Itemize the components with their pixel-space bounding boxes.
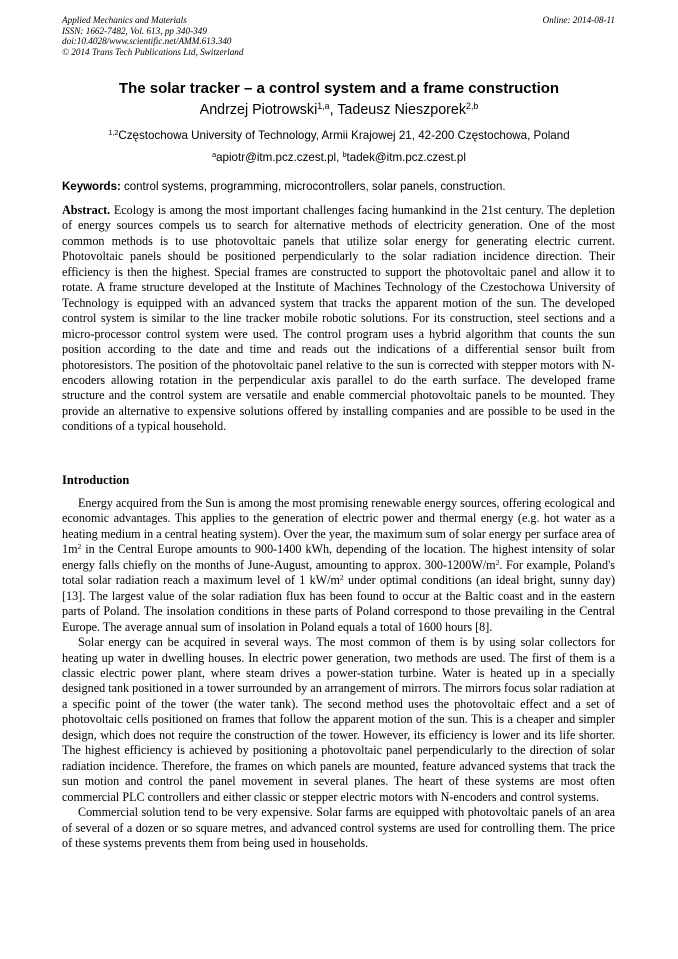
- author-name: Andrzej Piotrowski: [199, 102, 318, 118]
- abstract: [62, 203, 615, 435]
- author-name: Tadeusz Nieszporek: [337, 102, 467, 118]
- paragraph: [62, 496, 615, 635]
- abstract-label: Abstract.: [62, 203, 111, 217]
- journal-name: Applied Mechanics and Materials: [62, 15, 187, 25]
- paragraph: Commercial solution tend to be very expensive. Solar farms are equipped with photovoltaic panels of an area of several of a dozen or so square metres, and advanced control systems are used for controlling them. The price of these systems prevents them from being used in households.: [62, 805, 615, 850]
- email-address: apiotr@itm.pcz.czest.pl: [216, 151, 337, 164]
- superscript: 2: [77, 542, 82, 552]
- online-date: Online: 2014-08-11: [542, 15, 615, 25]
- copyright-line: © 2014 Trans Tech Publications Ltd, Switzerland: [62, 46, 244, 57]
- paragraph: Solar energy can be acquired in several ways. The most common of them is by using solar collectors for heating up water in dwelling houses. In electric power generation, two methods are used. The first of them is a classic electric power plant, where steam drives a power-station turbine. Water is heated up in a specially designed tank positioned in a tower surrounded by an arrangement of mirrors. The mirrors focus solar radiation at a specific point of the tower (the water tank). The second method uses the photovoltaic effect and a set of photovoltaic cells positioned on frames that follow the apparent motion of the sun. This is a cheaper and simpler design, which does not require the construction of the tower. However, its efficiency is lower and its life shorter. The highest efficiency is achieved by positioning a photovoltaic panel perpendicularly to the direction of solar radiation incidence. Therefore, the frames on which panels are mounted, feature advanced systems that track the sun motion and control the panel movement in several planes. The heart of these systems are most often commercial PLC controllers and either classic or stepper electric motors with N-encoders and control systems.: [62, 635, 615, 804]
- author-line: [40, 101, 638, 119]
- keywords-label: Keywords:: [62, 181, 121, 193]
- section-heading: Introduction: [62, 473, 130, 487]
- superscript: 2: [339, 573, 344, 583]
- email-superscript: b: [342, 150, 347, 160]
- abstract-text: Ecology is among the most important challenges facing humankind in the 21st century. The depletion of energy sources compels us to search for alternative methods of electricity generation. One of the most common methods is to use photovoltaic panels that utilize solar energy for generating electric current. Photovoltaic panels should be positioned perpendicularly to the solar radiation incidence direction. Their efficiency is then the highest. Special frames are constructed to support the photovoltaic panel and allow it to rotate. A frame structure developed at the Institute of Machines Technology of the Czestochowa University of Technology is equipped with an advanced system that tracks the apparent motion of the sun. The developed control system is similar to the line tracker mobile robotic solutions. For its construction, steel sections and a micro-processor control system were used. The control program uses a hybrid algorithm that counts the sun position according to the date and time and reads out the indications of a differential sensor built from photoresistors. The position of the photovoltaic panel relative to the sun is corrected with stepper motors with N-encoders allowing rotation in the perpendicular axis parallel to do the earth surface. The developed frame structure and the control system are versatile and enable commercial photovoltaic panels to be mounted. They provide an alternative to expensive solutions offered by installing companies and are possible to be used in the conditions of a typical household.: [62, 203, 615, 434]
- introduction-body: [62, 496, 615, 851]
- email-line: [40, 150, 638, 165]
- keywords-text: control systems, programming, microcontrollers, solar panels, construction.: [120, 181, 506, 193]
- email-superscript: a: [212, 150, 217, 160]
- email-separator: ,: [336, 151, 343, 164]
- keywords: [62, 180, 615, 194]
- paragraph-text: . For example, Poland's total solar radiation reach a maximum level of 1 kW/m: [62, 557, 615, 588]
- paragraph-text: under optimal conditions (an ideal bright, sunny day) [13]. The largest value of the solar radiation flux has been found to occur at the Baltic coast and in the eastern parts of Poland. The insolation conditions in these parts of Poland correspond to those prevailing in the Central Europe. The average annual sum of insolation in Poland equals a total of 1600 hours [8].: [62, 573, 615, 634]
- paper-title: The solar tracker – a control system and a frame construction: [118, 80, 560, 97]
- email-address: tadek@itm.pcz.czest.pl: [346, 151, 466, 164]
- running-header: [62, 15, 615, 57]
- affiliation: [40, 128, 638, 143]
- affiliation-superscript: 1,2: [108, 128, 119, 138]
- author-superscript: 1,a: [317, 101, 330, 112]
- issn-line: ISSN: 1662-7482, Vol. 613, pp 340-349: [62, 25, 207, 36]
- affiliation-text: Częstochowa University of Technology, Armii Krajowej 21, 42-200 Częstochowa, Poland: [118, 129, 570, 142]
- paragraph-text: Energy acquired from the Sun is among the most promising renewable energy sources, offering ecological and economic advantages. This applies to the generation of electric power and thermal energy (e.g. hot water as a heating medium in a central heating system). Over the year, the maximum sum of solar energy per surface area of 1m: [62, 496, 615, 557]
- author-superscript: 2,b: [466, 101, 479, 112]
- author-separator: ,: [329, 102, 338, 118]
- superscript: 2: [495, 557, 500, 567]
- doi-line: doi:10.4028/www.scientific.net/AMM.613.340: [62, 36, 232, 47]
- paragraph-text: in the Central Europe amounts to 900-1400 kWh, depending of the location. The highest intensity of solar energy falls chiefly on the months of June-August, amounting to approx. 300-1200W/m: [62, 542, 615, 572]
